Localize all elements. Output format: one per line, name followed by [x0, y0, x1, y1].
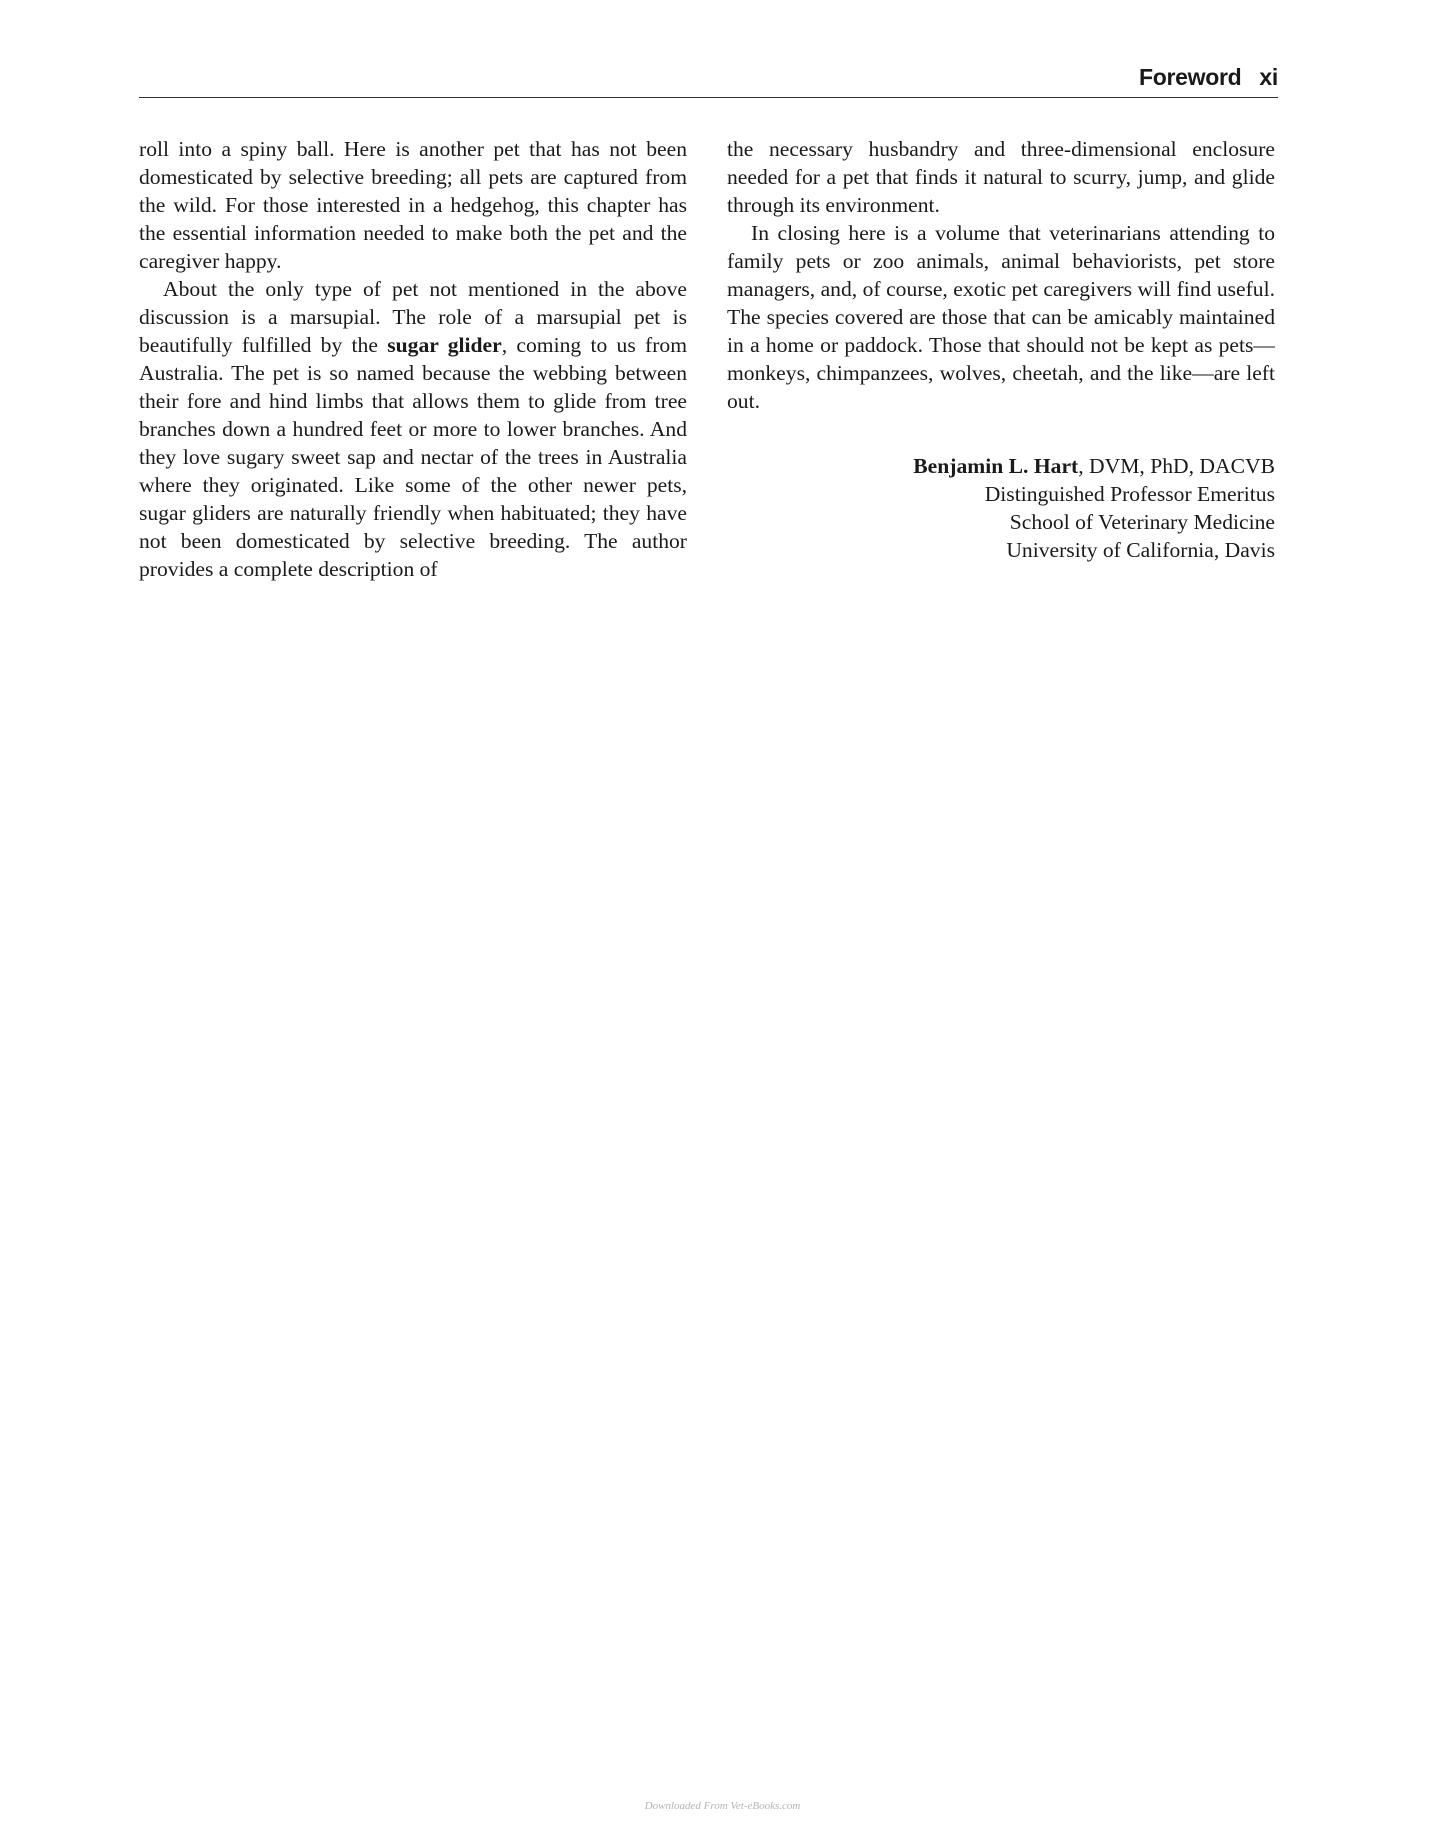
signature-name-line	[727, 452, 1275, 480]
author-school: School of Veterinary Medicine	[1009, 510, 1275, 534]
author-name: Benjamin L. Hart	[913, 454, 1079, 478]
running-head	[139, 62, 1278, 98]
paragraph-hedgehog-end: roll into a spiny ball. Here is another pet that has not been domesticated by selective breeding; all pets are captured from the wild. For those interested in a hedgehog, this chapter has the essential information needed to make both the pet and the caregiver happy.	[139, 137, 687, 273]
right-column	[727, 135, 1275, 415]
bold-term-sugar-glider: sugar glider	[387, 333, 502, 357]
paragraph-text: , coming to us from Australia. The pet is so named because the webbing between their fore and hind limbs that allows them to glide from tree branches down a hundred feet or more to lower branches. And they love sugary sweet sap and nectar of the trees in Australia where they originated. Like some of the other newer pets, sugar gliders are naturally friendly when habituated; they have not been domesticated by selective breeding. The author provides a complete description of	[139, 333, 687, 581]
section-title: Foreword	[1139, 64, 1242, 90]
page-number: xi	[1259, 64, 1278, 90]
signature-block	[727, 452, 1275, 564]
left-column	[139, 135, 687, 583]
paragraph-husbandry: the necessary husbandry and three-dimensional enclosure needed for a pet that finds it natural to scurry, jump, and glide through its environment.	[727, 137, 1275, 217]
paragraph-closing: In closing here is a volume that veterinarians attending to family pets or zoo animals, animal behaviorists, pet store managers, and, of course, exotic pet caregivers will find useful. The species covered are those that can be amicably maintained in a home or paddock. Those that should not be kept as pets—monkeys, chimpanzees, wolves, cheetah, and the like—are left out.	[727, 221, 1275, 413]
paragraph-sugar-glider	[139, 275, 687, 583]
footer-watermark: Downloaded From Vet-eBooks.com	[644, 1800, 801, 1812]
author-title: Distinguished Professor Emeritus	[984, 482, 1275, 506]
author-credentials: , DVM, PhD, DACVB	[1078, 454, 1275, 478]
paragraph-text: About the only type of pet not mentioned in the above discussion is a marsupial. The role of a marsupial pet is beautifully fulfilled by the	[139, 277, 687, 357]
author-university: University of California, Davis	[1006, 538, 1275, 562]
